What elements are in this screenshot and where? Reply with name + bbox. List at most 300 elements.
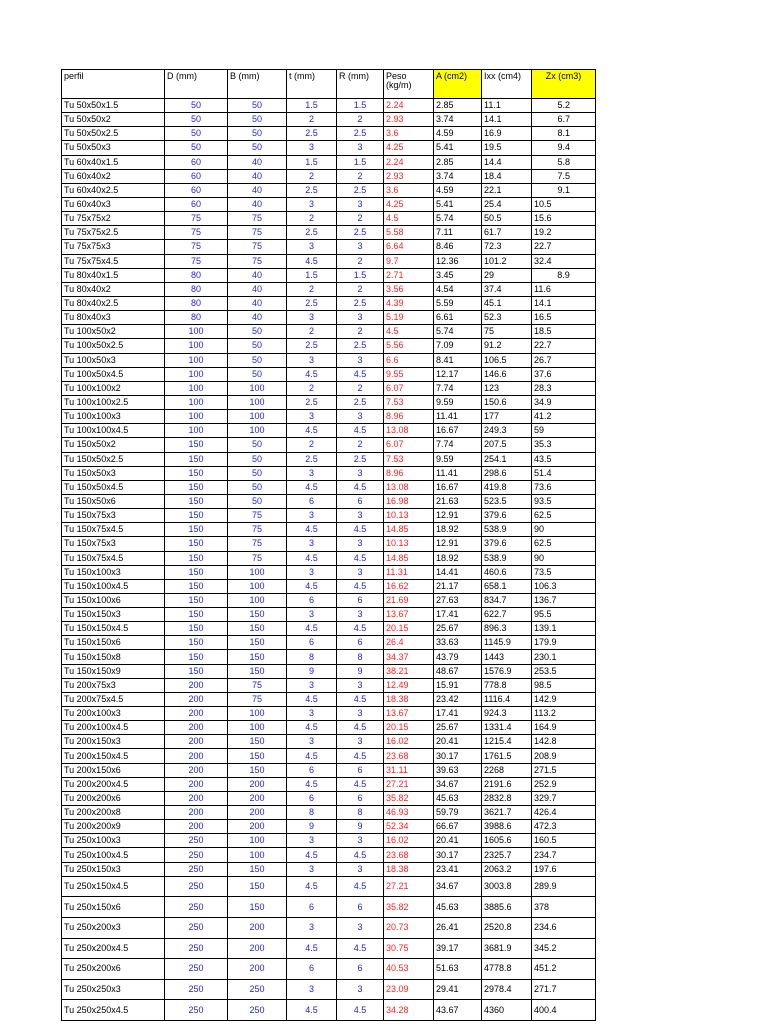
cell-zx: 51.4: [532, 466, 596, 480]
cell-r: 2.5: [337, 183, 384, 197]
cell-t: 4.5: [287, 777, 337, 791]
cell-ixx: 778.8: [482, 678, 532, 692]
cell-r: 3: [337, 537, 384, 551]
cell-zx: 98.5: [532, 678, 596, 692]
cell-peso: 4.5: [384, 325, 434, 339]
cell-r: 4.5: [337, 848, 384, 862]
cell-r: 2.5: [337, 452, 384, 466]
cell-d: 50: [165, 127, 228, 141]
cell-r: 1.5: [337, 99, 384, 113]
cell-ixx: 419.8: [482, 480, 532, 494]
cell-zx: 43.5: [532, 452, 596, 466]
cell-b: 40: [228, 197, 287, 211]
cell-r: 2.5: [337, 339, 384, 353]
cell-d: 250: [165, 876, 228, 897]
cell-d: 200: [165, 820, 228, 834]
table-row: [62, 480, 596, 494]
cell-area: 20.41: [434, 834, 482, 848]
cell-area: 34.67: [434, 876, 482, 897]
cell-peso: 4.25: [384, 141, 434, 155]
cell-ixx: 11.1: [482, 99, 532, 113]
cell-r: 3: [337, 197, 384, 211]
cell-perfil: Tu 100x100x3: [62, 410, 165, 424]
cell-t: 3: [287, 862, 337, 876]
cell-t: 4.5: [287, 1000, 337, 1021]
cell-b: 40: [228, 311, 287, 325]
cell-t: 2.5: [287, 226, 337, 240]
cell-r: 2: [337, 169, 384, 183]
cell-zx: 35.3: [532, 438, 596, 452]
table-row: [62, 938, 596, 959]
cell-d: 200: [165, 678, 228, 692]
cell-t: 4.5: [287, 749, 337, 763]
cell-perfil: Tu 200x200x9: [62, 820, 165, 834]
cell-area: 6.61: [434, 311, 482, 325]
cell-b: 75: [228, 240, 287, 254]
cell-b: 40: [228, 183, 287, 197]
cell-r: 4.5: [337, 1000, 384, 1021]
cell-d: 150: [165, 509, 228, 523]
cell-zx: 106.3: [532, 579, 596, 593]
cell-perfil: Tu 60x40x2: [62, 169, 165, 183]
cell-ixx: 25.4: [482, 197, 532, 211]
cell-b: 40: [228, 155, 287, 169]
cell-peso: 18.38: [384, 862, 434, 876]
cell-d: 250: [165, 959, 228, 980]
cell-area: 30.17: [434, 848, 482, 862]
cell-zx: 16.5: [532, 311, 596, 325]
cell-ixx: 1215.4: [482, 735, 532, 749]
cell-ixx: 146.6: [482, 367, 532, 381]
cell-r: 6: [337, 897, 384, 918]
table-row: [62, 979, 596, 1000]
cell-t: 2: [287, 113, 337, 127]
table-row: [62, 155, 596, 169]
cell-zx: 32.4: [532, 254, 596, 268]
cell-ixx: 2191.6: [482, 777, 532, 791]
cell-b: 150: [228, 897, 287, 918]
cell-b: 150: [228, 650, 287, 664]
cell-area: 66.67: [434, 820, 482, 834]
cell-t: 9: [287, 664, 337, 678]
table-row: [62, 692, 596, 706]
cell-b: 100: [228, 707, 287, 721]
cell-b: 75: [228, 523, 287, 537]
cell-b: 150: [228, 763, 287, 777]
cell-b: 50: [228, 141, 287, 155]
cell-d: 60: [165, 155, 228, 169]
cell-b: 200: [228, 791, 287, 805]
table-row: [62, 197, 596, 211]
table-row: [62, 636, 596, 650]
cell-t: 6: [287, 791, 337, 805]
cell-t: 2: [287, 381, 337, 395]
cell-perfil: Tu 250x100x3: [62, 834, 165, 848]
cell-area: 39.63: [434, 763, 482, 777]
cell-zx: 95.5: [532, 608, 596, 622]
table-row: [62, 565, 596, 579]
cell-perfil: Tu 150x50x6: [62, 494, 165, 508]
cell-t: 4.5: [287, 424, 337, 438]
cell-peso: 26.4: [384, 636, 434, 650]
cell-peso: 13.67: [384, 608, 434, 622]
cell-zx: 5.2: [532, 99, 596, 113]
cell-ixx: 924.3: [482, 707, 532, 721]
cell-r: 3: [337, 678, 384, 692]
cell-area: 3.45: [434, 268, 482, 282]
cell-area: 43.67: [434, 1000, 482, 1021]
cell-r: 3: [337, 565, 384, 579]
cell-t: 3: [287, 707, 337, 721]
cell-d: 150: [165, 466, 228, 480]
header-d-mm: D (mm): [165, 70, 228, 99]
cell-zx: 90: [532, 551, 596, 565]
table-row: [62, 622, 596, 636]
cell-area: 7.09: [434, 339, 482, 353]
cell-zx: 160.5: [532, 834, 596, 848]
cell-b: 100: [228, 721, 287, 735]
cell-d: 250: [165, 1000, 228, 1021]
cell-r: 3: [337, 707, 384, 721]
cell-ixx: 379.6: [482, 509, 532, 523]
cell-ixx: 2978.4: [482, 979, 532, 1000]
cell-d: 100: [165, 381, 228, 395]
cell-area: 25.67: [434, 721, 482, 735]
table-row: [62, 593, 596, 607]
cell-zx: 451.2: [532, 959, 596, 980]
cell-b: 40: [228, 296, 287, 310]
cell-t: 3: [287, 410, 337, 424]
cell-zx: 8.1: [532, 127, 596, 141]
cell-d: 250: [165, 848, 228, 862]
cell-b: 50: [228, 113, 287, 127]
cell-zx: 9.1: [532, 183, 596, 197]
cell-ixx: 2520.8: [482, 917, 532, 938]
cell-d: 200: [165, 791, 228, 805]
cell-b: 250: [228, 1000, 287, 1021]
cell-peso: 13.67: [384, 707, 434, 721]
cell-perfil: Tu 80x40x3: [62, 311, 165, 325]
cell-zx: 59: [532, 424, 596, 438]
cell-peso: 35.82: [384, 897, 434, 918]
cell-zx: 179.9: [532, 636, 596, 650]
cell-b: 50: [228, 127, 287, 141]
table-row: [62, 721, 596, 735]
cell-ixx: 298.6: [482, 466, 532, 480]
cell-r: 2: [337, 254, 384, 268]
cell-area: 34.67: [434, 777, 482, 791]
cell-ixx: 61.7: [482, 226, 532, 240]
cell-peso: 16.98: [384, 494, 434, 508]
cell-peso: 2.93: [384, 169, 434, 183]
cell-t: 9: [287, 820, 337, 834]
cell-d: 150: [165, 650, 228, 664]
cell-t: 4.5: [287, 938, 337, 959]
cell-r: 6: [337, 593, 384, 607]
cell-t: 2: [287, 212, 337, 226]
cell-perfil: Tu 150x150x8: [62, 650, 165, 664]
cell-area: 51.63: [434, 959, 482, 980]
cell-t: 3: [287, 917, 337, 938]
cell-t: 4.5: [287, 480, 337, 494]
cell-r: 4.5: [337, 551, 384, 565]
cell-d: 150: [165, 622, 228, 636]
cell-t: 6: [287, 959, 337, 980]
cell-peso: 6.6: [384, 353, 434, 367]
cell-area: 29.41: [434, 979, 482, 1000]
cell-d: 150: [165, 480, 228, 494]
cell-peso: 23.68: [384, 848, 434, 862]
cell-b: 75: [228, 509, 287, 523]
cell-ixx: 523.5: [482, 494, 532, 508]
cell-zx: 230.1: [532, 650, 596, 664]
cell-perfil: Tu 250x250x4.5: [62, 1000, 165, 1021]
table-row: [62, 367, 596, 381]
cell-t: 4.5: [287, 876, 337, 897]
cell-t: 3: [287, 834, 337, 848]
cell-perfil: Tu 150x75x3: [62, 537, 165, 551]
cell-d: 80: [165, 311, 228, 325]
table-row: [62, 707, 596, 721]
cell-perfil: Tu 250x250x3: [62, 979, 165, 1000]
cell-zx: 41.2: [532, 410, 596, 424]
header-ixx: Ixx (cm4): [482, 70, 532, 99]
cell-b: 100: [228, 395, 287, 409]
cell-area: 18.92: [434, 523, 482, 537]
table-row: [62, 452, 596, 466]
cell-t: 3: [287, 979, 337, 1000]
cell-d: 150: [165, 438, 228, 452]
header-row: [62, 70, 596, 99]
cell-ixx: 1605.6: [482, 834, 532, 848]
cell-peso: 52.34: [384, 820, 434, 834]
cell-t: 2: [287, 169, 337, 183]
cell-b: 150: [228, 862, 287, 876]
cell-b: 150: [228, 608, 287, 622]
cell-t: 3: [287, 141, 337, 155]
cell-peso: 12.49: [384, 678, 434, 692]
cell-b: 200: [228, 777, 287, 791]
cell-perfil: Tu 150x75x4.5: [62, 523, 165, 537]
cell-ixx: 106.5: [482, 353, 532, 367]
cell-area: 18.92: [434, 551, 482, 565]
cell-r: 4.5: [337, 876, 384, 897]
cell-d: 60: [165, 169, 228, 183]
cell-perfil: Tu 250x150x4.5: [62, 876, 165, 897]
cell-area: 3.74: [434, 169, 482, 183]
cell-r: 2: [337, 113, 384, 127]
cell-area: 20.41: [434, 735, 482, 749]
cell-d: 100: [165, 325, 228, 339]
cell-ixx: 379.6: [482, 537, 532, 551]
cell-d: 250: [165, 979, 228, 1000]
cell-d: 200: [165, 692, 228, 706]
table-row: [62, 763, 596, 777]
cell-b: 40: [228, 282, 287, 296]
cell-r: 6: [337, 791, 384, 805]
cell-area: 7.11: [434, 226, 482, 240]
cell-r: 6: [337, 959, 384, 980]
cell-ixx: 72.3: [482, 240, 532, 254]
cell-d: 50: [165, 99, 228, 113]
header-zx: Zx (cm3): [532, 70, 596, 99]
table-row: [62, 325, 596, 339]
table-row: [62, 523, 596, 537]
cell-peso: 23.68: [384, 749, 434, 763]
cell-perfil: Tu 75x75x2.5: [62, 226, 165, 240]
cell-ixx: 2063.2: [482, 862, 532, 876]
cell-area: 23.41: [434, 862, 482, 876]
table-row: [62, 254, 596, 268]
cell-b: 250: [228, 979, 287, 1000]
cell-perfil: Tu 150x150x9: [62, 664, 165, 678]
cell-ixx: 1116.4: [482, 692, 532, 706]
cell-zx: 472.3: [532, 820, 596, 834]
cell-zx: 271.7: [532, 979, 596, 1000]
cell-peso: 21.69: [384, 593, 434, 607]
cell-t: 2.5: [287, 452, 337, 466]
cell-peso: 2.93: [384, 113, 434, 127]
cell-zx: 142.8: [532, 735, 596, 749]
cell-perfil: Tu 150x150x6: [62, 636, 165, 650]
cell-area: 11.41: [434, 466, 482, 480]
cell-r: 3: [337, 353, 384, 367]
cell-area: 7.74: [434, 438, 482, 452]
cell-area: 2.85: [434, 99, 482, 113]
cell-ixx: 16.9: [482, 127, 532, 141]
cell-peso: 40.53: [384, 959, 434, 980]
cell-r: 4.5: [337, 480, 384, 494]
cell-ixx: 658.1: [482, 579, 532, 593]
cell-b: 100: [228, 834, 287, 848]
cell-perfil: Tu 50x50x3: [62, 141, 165, 155]
cell-perfil: Tu 200x150x4.5: [62, 749, 165, 763]
cell-r: 8: [337, 806, 384, 820]
cell-area: 16.67: [434, 480, 482, 494]
cell-t: 4.5: [287, 622, 337, 636]
cell-peso: 2.24: [384, 155, 434, 169]
cell-d: 200: [165, 777, 228, 791]
cell-b: 75: [228, 226, 287, 240]
cell-perfil: Tu 80x40x2: [62, 282, 165, 296]
cell-peso: 7.53: [384, 452, 434, 466]
table-row: [62, 537, 596, 551]
cell-d: 250: [165, 917, 228, 938]
table-row: [62, 494, 596, 508]
cell-peso: 31.11: [384, 763, 434, 777]
cell-b: 75: [228, 692, 287, 706]
cell-d: 150: [165, 608, 228, 622]
cell-peso: 3.6: [384, 127, 434, 141]
cell-t: 4.5: [287, 551, 337, 565]
cell-area: 5.74: [434, 212, 482, 226]
cell-area: 12.91: [434, 509, 482, 523]
cell-ixx: 91.2: [482, 339, 532, 353]
cell-t: 8: [287, 806, 337, 820]
cell-t: 4.5: [287, 579, 337, 593]
cell-ixx: 101.2: [482, 254, 532, 268]
cell-t: 2.5: [287, 395, 337, 409]
cell-d: 75: [165, 240, 228, 254]
cell-perfil: Tu 150x50x2.5: [62, 452, 165, 466]
cell-t: 6: [287, 763, 337, 777]
cell-perfil: Tu 150x50x4.5: [62, 480, 165, 494]
cell-b: 50: [228, 339, 287, 353]
cell-r: 2: [337, 282, 384, 296]
cell-b: 50: [228, 325, 287, 339]
cell-b: 100: [228, 410, 287, 424]
cell-perfil: Tu 100x50x2.5: [62, 339, 165, 353]
cell-area: 5.74: [434, 325, 482, 339]
cell-peso: 6.64: [384, 240, 434, 254]
cell-perfil: Tu 200x100x3: [62, 707, 165, 721]
cell-b: 75: [228, 551, 287, 565]
header-b-mm: B (mm): [228, 70, 287, 99]
cell-d: 75: [165, 226, 228, 240]
cell-ixx: 50.5: [482, 212, 532, 226]
cell-peso: 3.56: [384, 282, 434, 296]
cell-b: 150: [228, 664, 287, 678]
cell-t: 3: [287, 608, 337, 622]
table-row: [62, 650, 596, 664]
cell-perfil: Tu 60x40x1.5: [62, 155, 165, 169]
cell-peso: 35.82: [384, 791, 434, 805]
cell-peso: 10.13: [384, 537, 434, 551]
cell-zx: 289.9: [532, 876, 596, 897]
cell-area: 25.67: [434, 622, 482, 636]
cell-b: 50: [228, 99, 287, 113]
cell-ixx: 460.6: [482, 565, 532, 579]
cell-zx: 62.5: [532, 537, 596, 551]
table-row: [62, 183, 596, 197]
cell-peso: 46.93: [384, 806, 434, 820]
table-row: [62, 749, 596, 763]
cell-r: 2: [337, 325, 384, 339]
cell-b: 50: [228, 480, 287, 494]
cell-peso: 5.19: [384, 311, 434, 325]
cell-t: 4.5: [287, 523, 337, 537]
cell-d: 150: [165, 452, 228, 466]
cell-ixx: 1576.9: [482, 664, 532, 678]
cell-ixx: 37.4: [482, 282, 532, 296]
table-row: [62, 664, 596, 678]
cell-r: 8: [337, 650, 384, 664]
table-row: [62, 438, 596, 452]
cell-r: 3: [337, 311, 384, 325]
cell-t: 1.5: [287, 99, 337, 113]
cell-b: 150: [228, 636, 287, 650]
cell-b: 200: [228, 820, 287, 834]
header-perfil: perfil: [62, 70, 165, 99]
cell-ixx: 4778.8: [482, 959, 532, 980]
cell-d: 100: [165, 410, 228, 424]
cell-peso: 5.56: [384, 339, 434, 353]
cell-peso: 8.96: [384, 410, 434, 424]
cell-ixx: 3003.8: [482, 876, 532, 897]
cell-zx: 73.6: [532, 480, 596, 494]
table-row: [62, 862, 596, 876]
cell-t: 4.5: [287, 721, 337, 735]
cell-peso: 13.08: [384, 480, 434, 494]
cell-r: 6: [337, 494, 384, 508]
header-r-mm: R (mm): [337, 70, 384, 99]
cell-zx: 113.2: [532, 707, 596, 721]
cell-t: 6: [287, 593, 337, 607]
cell-b: 150: [228, 876, 287, 897]
cell-zx: 18.5: [532, 325, 596, 339]
cell-d: 200: [165, 721, 228, 735]
cell-r: 3: [337, 509, 384, 523]
